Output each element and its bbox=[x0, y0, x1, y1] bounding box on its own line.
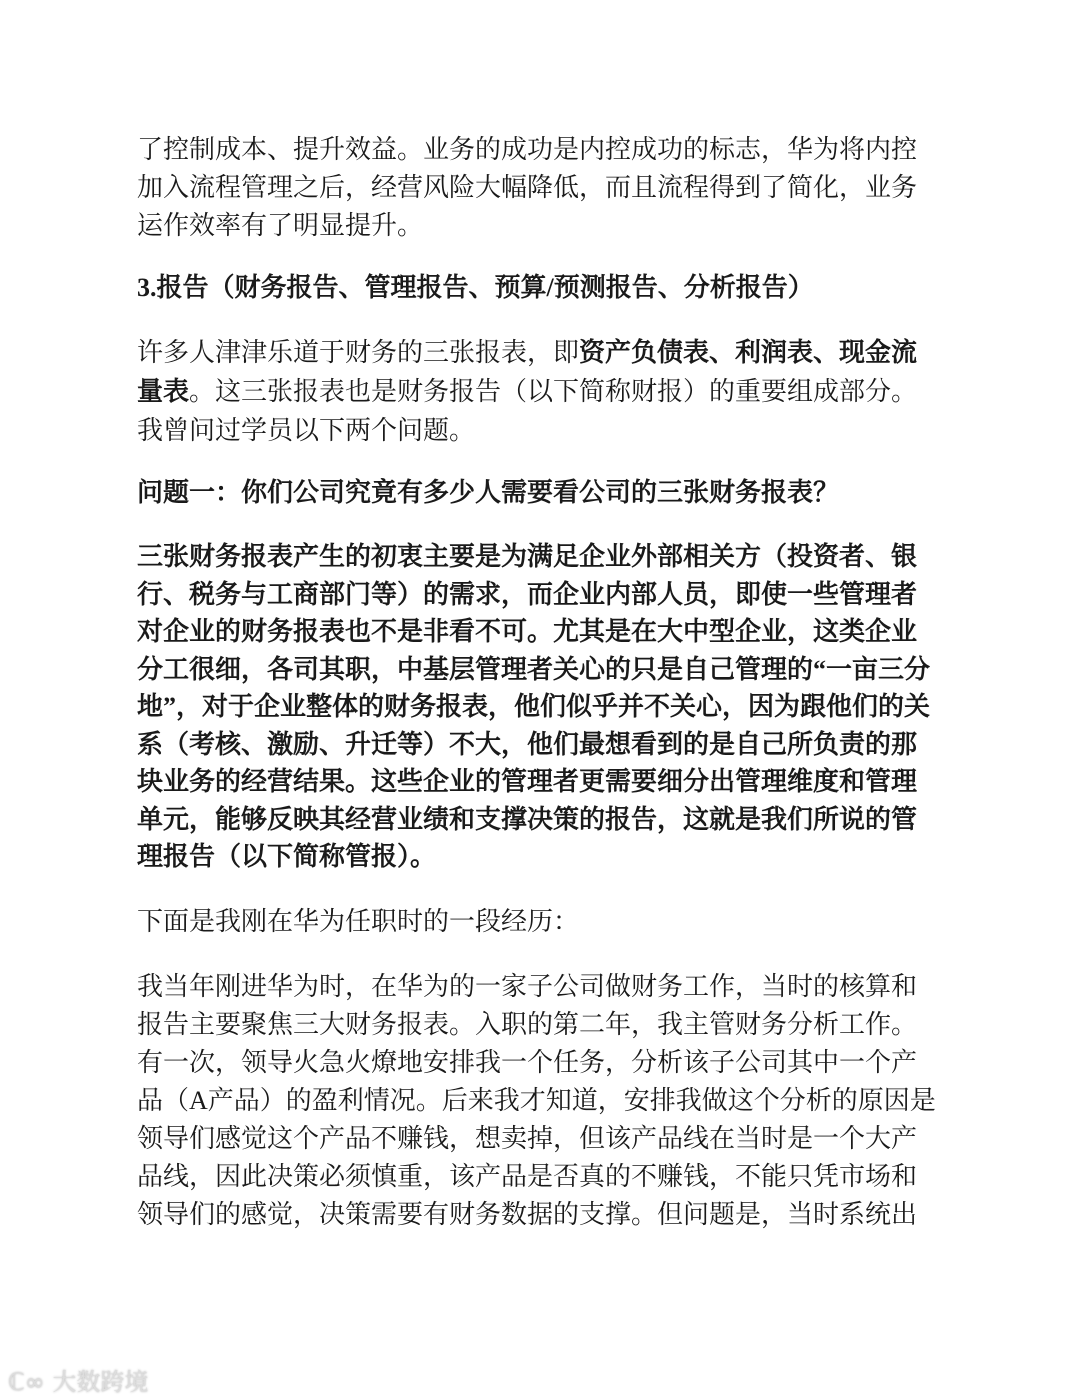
answer-paragraph: 三张财务报表产生的初衷主要是为满足企业外部相关方（投资者、银 行、税务与工商部门等）的需求，而企业内部人员，即使一些管理者 对企业的财务报表也不是非看不可。尤其是在大中型企业，这类企业 分工很细，各司其职，中基层管理者关心的只是自己管理的“一亩三分 地”，对于企业整体的财务报表，他们似乎并不关心，因为跟他们的关 系（考核、激励、升迁等）不大，他们最想看到的是自己所负责的那 块业务的经营结果。这些企业的管理者更需要细分出管理维度和管理 单元，能够反映其经营业绩和支撑决策的报告，这就是我们所说的管 理报告（以下简称管报）。 bbox=[137, 542, 931, 871]
question-heading: 问题一：你们公司究竟有多少人需要看公司的三张财务报表？ bbox=[137, 478, 840, 507]
paragraph-intro: 下面是我刚在华为任职时的一段经历： bbox=[137, 907, 580, 936]
bold-text: 资产负债表、利润表、现金流 量表 bbox=[137, 338, 918, 406]
section-heading: 3.报告（财务报告、管理报告、预算/预测报告、分析报告） bbox=[137, 273, 814, 302]
paragraph-internal-control: 了控制成本、提升效益。业务的成功是内控成功的标志，华为将内控 加入流程管理之后，经营风险大幅降低，而且流程得到了简化，业务 运作效率有了明显提升。 bbox=[137, 135, 918, 240]
text: 许多人津津乐道于财务的三张报表，即 bbox=[137, 338, 580, 367]
watermark-logo: ℂ∞ 大数跨境 bbox=[8, 1368, 149, 1396]
paragraph-three-statements bbox=[137, 333, 957, 450]
logo-icon: ℂ∞ bbox=[8, 1368, 53, 1396]
paragraph-experience: 我当年刚进华为时，在华为的一家子公司做财务工作，当时的核算和 报告主要聚焦三大财务报表。入职的第二年，我主管财务分析工作。 有一次，领导火急火燎地安排我一个任务，分析该子公司其中一个产 品（A产品）的盈利情况。后来我才知道，安排我做这个分析的原因是 领导们感觉这个产品不赚钱，想卖掉，但该产品线在当时是一个大产 品线，因此决策必须慎重，该产品是否真的不赚钱，不能只凭市场和 领导们的感觉，决策需要有财务数据的支撑。但问题是，当时系统出 bbox=[137, 972, 936, 1229]
text: 。这三张报表也是财务报告（以下简称财报）的重要组成部分。 我曾问过学员以下两个问题。 bbox=[137, 377, 918, 445]
